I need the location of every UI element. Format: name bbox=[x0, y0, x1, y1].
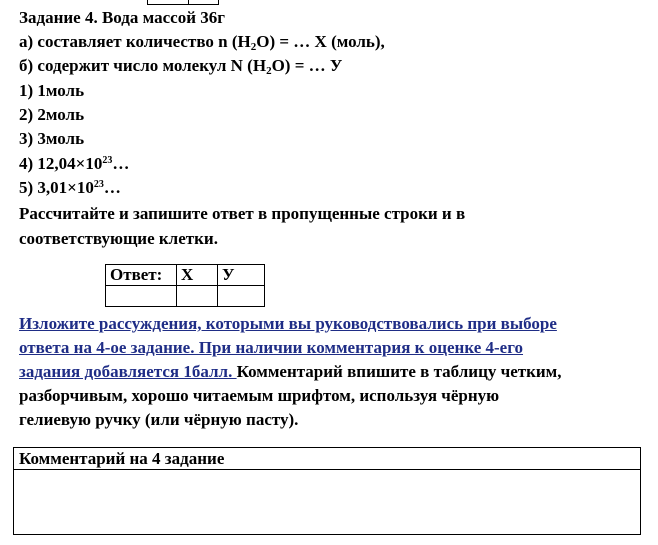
answer-x-cell[interactable] bbox=[177, 286, 218, 307]
explain-line-2 bbox=[19, 336, 523, 360]
explain-line-2-text: ответа на 4-ое задание. При наличии комментария к оценке 4-его bbox=[19, 338, 524, 357]
answer-y-cell[interactable] bbox=[218, 286, 265, 307]
task-title: Задание 4. Вода массой 36г bbox=[19, 8, 225, 27]
option-4-sup: 23 bbox=[102, 155, 113, 166]
option-2: 2) 2моль bbox=[19, 105, 85, 124]
task-part-a-pre: а) составляет количество n (H bbox=[19, 32, 251, 51]
answer-col-y: У bbox=[218, 265, 265, 286]
explain-line-1 bbox=[19, 312, 557, 336]
explain-line-4: разборчивым, хорошо читаемым шрифтом, используя чёрную bbox=[19, 386, 500, 405]
task-part-b-pre: б) содержит число молекул N (H bbox=[19, 56, 267, 75]
answer-empty-cell bbox=[106, 286, 177, 307]
task-part-a-post: O) = … X (моль), bbox=[256, 32, 385, 51]
task-part-b-post: O) = … У bbox=[271, 56, 343, 75]
option-5-post: … bbox=[103, 178, 121, 197]
answer-value-row bbox=[106, 286, 265, 307]
instruction-line-2: соответствующие клетки. bbox=[19, 229, 218, 248]
task-part-b-sub: 2 bbox=[266, 65, 272, 77]
option-5-pre: 5) 3,01×10 bbox=[19, 178, 94, 197]
option-3: 3) 3моль bbox=[19, 129, 85, 148]
answer-col-x: Х bbox=[177, 265, 218, 286]
option-4-pre: 4) 12,04×10 bbox=[19, 154, 103, 173]
task-part-b bbox=[19, 56, 342, 76]
instruction-line-1: Рассчитайте и запишите ответ в пропущенные строки и в bbox=[19, 204, 466, 223]
task-part-a bbox=[19, 32, 385, 52]
explain-line-3-rest: Комментарий впишите в таблицу четким, bbox=[236, 362, 562, 381]
answer-label: Ответ: bbox=[106, 265, 177, 286]
explain-line-1-text: Изложите рассуждения, которыми вы руководствовались при выборе bbox=[19, 314, 557, 333]
option-1: 1) 1моль bbox=[19, 81, 85, 100]
explain-line-3 bbox=[19, 360, 562, 384]
comment-header: Комментарий на 4 задание bbox=[14, 448, 640, 470]
answer-header-row bbox=[106, 265, 265, 286]
answer-table bbox=[105, 264, 265, 307]
top-table-fragment bbox=[147, 0, 219, 5]
explain-line-5: гелиевую ручку (или чёрную пасту). bbox=[19, 410, 299, 429]
option-5-sup: 23 bbox=[93, 179, 104, 190]
option-5 bbox=[19, 178, 121, 198]
comment-box bbox=[13, 447, 641, 535]
option-4 bbox=[19, 154, 129, 174]
explain-line-3-underlined: задания добавляется 1балл. bbox=[19, 362, 237, 381]
option-4-post: … bbox=[112, 154, 130, 173]
comment-body[interactable] bbox=[14, 470, 640, 534]
task-part-a-sub: 2 bbox=[250, 41, 257, 53]
